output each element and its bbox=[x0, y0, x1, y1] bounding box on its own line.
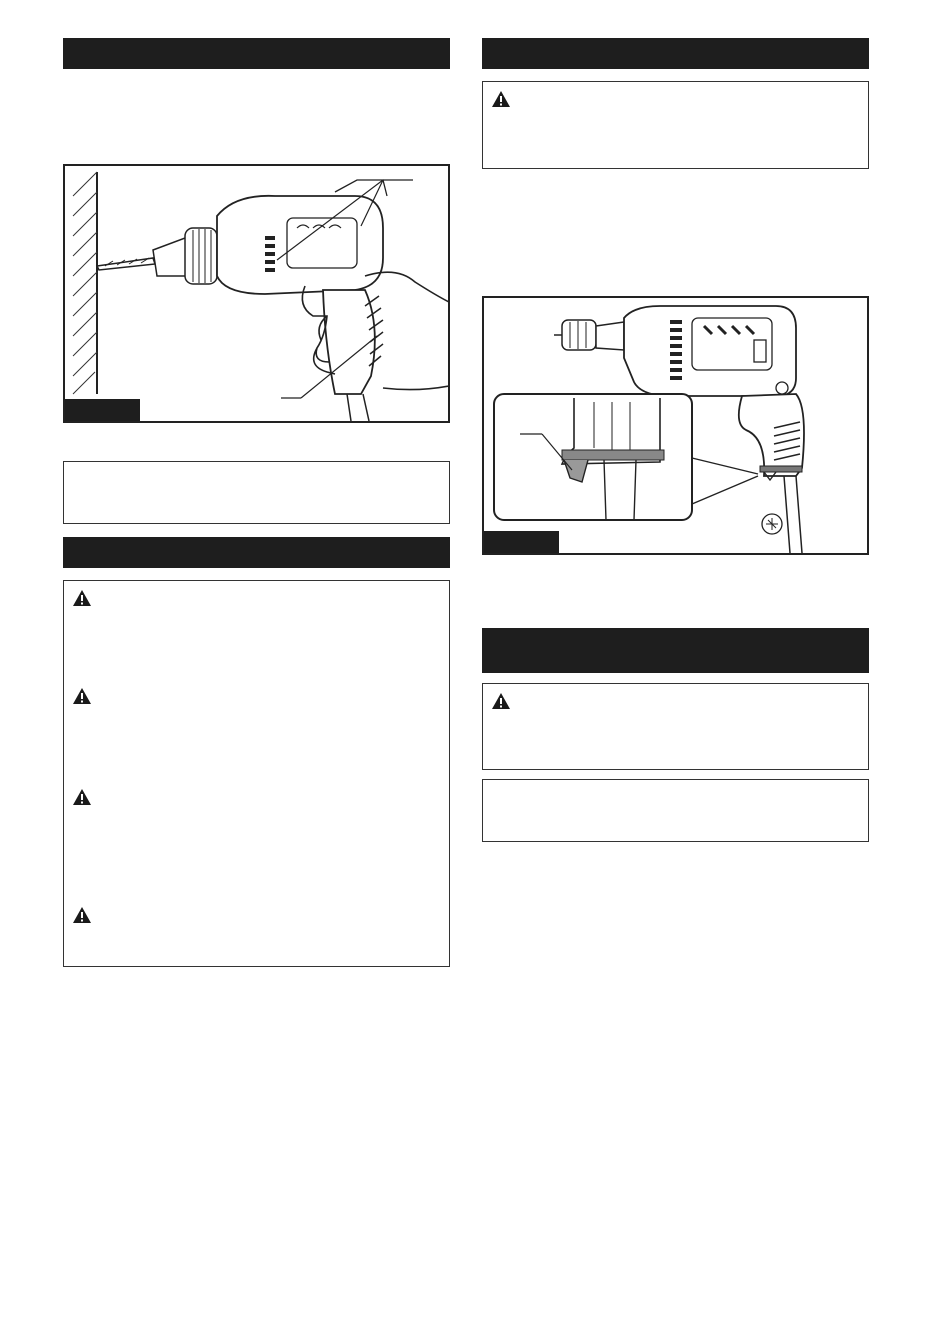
warning-triangle-icon bbox=[72, 906, 92, 924]
warning-box bbox=[63, 580, 450, 967]
section-header-bar bbox=[482, 38, 869, 69]
section-header-bar bbox=[63, 537, 450, 568]
warning-box bbox=[482, 683, 869, 770]
figure-drilling-illustration bbox=[63, 164, 450, 423]
note-box bbox=[482, 779, 869, 842]
warning-triangle-icon bbox=[491, 90, 511, 108]
figure-hook-illustration bbox=[482, 296, 869, 555]
note-box bbox=[63, 461, 450, 524]
warning-triangle-icon bbox=[72, 687, 92, 705]
figure-tag bbox=[484, 531, 559, 553]
warning-triangle-icon bbox=[72, 589, 92, 607]
section-header-bar bbox=[63, 38, 450, 69]
warning-triangle-icon bbox=[72, 788, 92, 806]
drill-with-hook-drawing bbox=[484, 298, 867, 553]
figure-tag bbox=[65, 399, 140, 421]
drill-in-hand-drawing bbox=[65, 166, 448, 421]
warning-box bbox=[482, 81, 869, 169]
section-header-bar bbox=[482, 628, 869, 673]
warning-triangle-icon bbox=[491, 692, 511, 710]
